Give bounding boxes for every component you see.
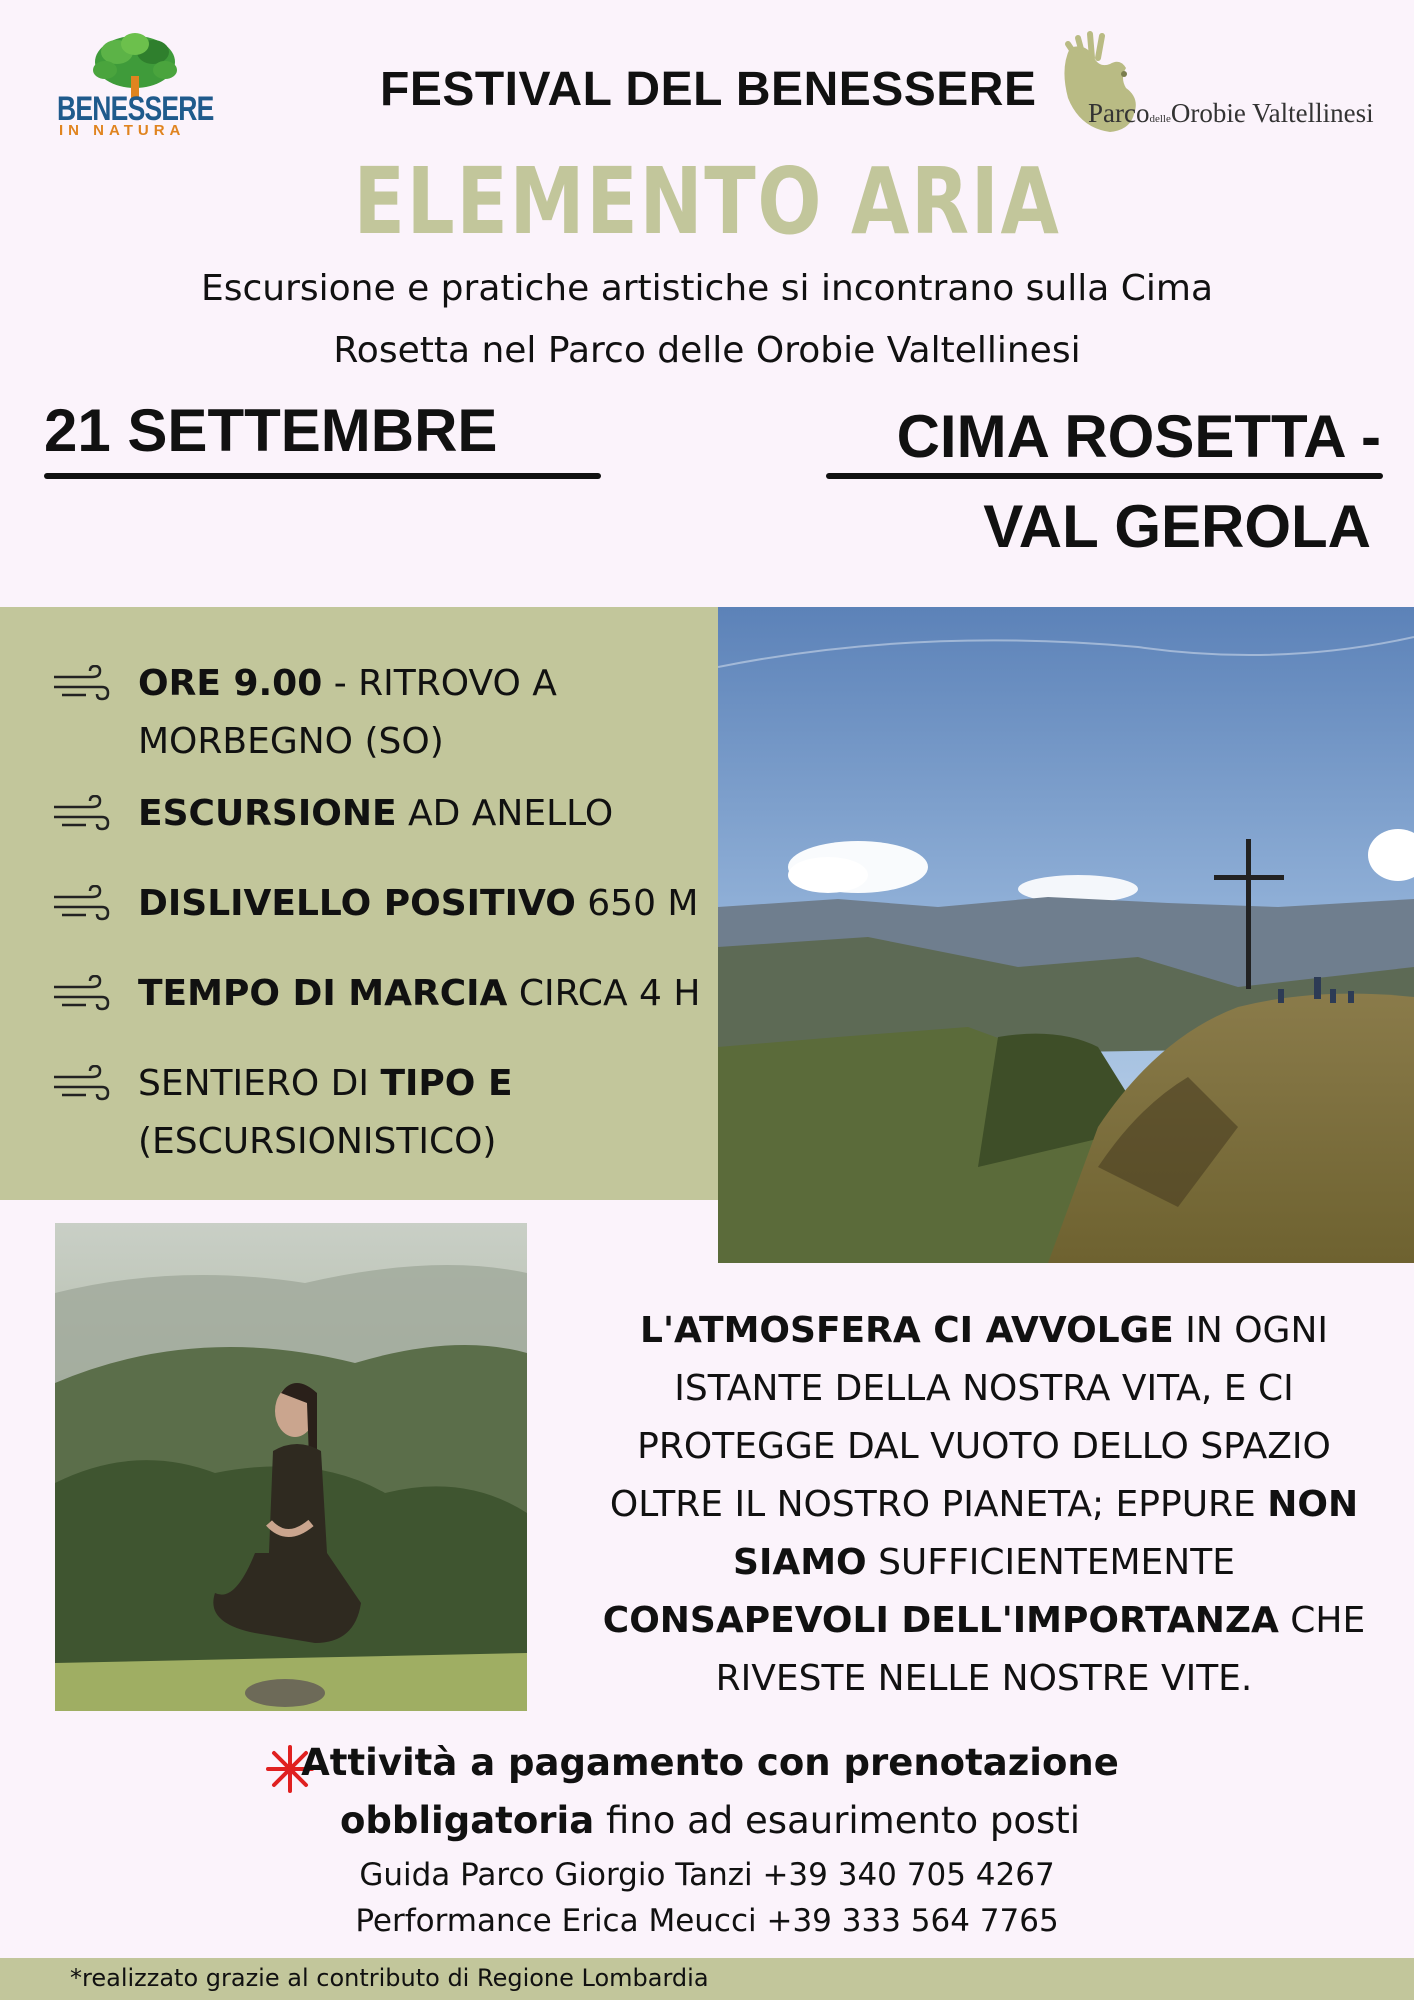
festival-title: FESTIVAL DEL BENESSERE [380, 63, 1037, 116]
event-date: 21 SETTEMBRE [44, 397, 498, 464]
event-subtitle: Escursione e pratiche artistiche si incontrano sulla Cima Rosetta nel Parco delle Orobie Valtellinesi [200, 268, 1214, 371]
wind-icon [52, 1065, 110, 1105]
woman-meditating-photo [55, 1223, 527, 1711]
contact-guide: Guida Parco Giorgio Tanzi +39 340 705 4267 [359, 1857, 1055, 1893]
info-item-meeting: ORE 9.00 - RITROVO A MORBEGNO (SO) [52, 655, 712, 775]
info-item-walking-time: TEMPO DI MARCIA CIRCA 4 H [52, 965, 712, 1025]
booking-notice: Attività a pagamento con prenotazione obbligatoria fino ad esaurimento posti [301, 1741, 1119, 1842]
event-details-panel [0, 607, 718, 1200]
parco-orobie-logo [1050, 28, 1390, 143]
footer-note: *realizzato grazie al contributo di Regione Lombardia [70, 1964, 709, 1992]
info-item-trail-type: SENTIERO DI TIPO E (ESCURSIONISTICO) [52, 1055, 712, 1175]
cima-rosetta-summit-photo [718, 607, 1414, 1263]
atmosphere-quote: L'ATMOSFERA CI AVVOLGE IN OGNI ISTANTE DELLA NOSTRA VITA, E CI PROTEGGE DAL VUOTO DELLO SPAZIO OLTRE IL NOSTRO PIANETA; EPPURE NON SIAMO SUFFICIENTEMENTE CONSAPEVOLI DELL'IMPORTANZA CHE RIVESTE NELLE NOSTRE VITE. [602, 1310, 1366, 1699]
park-name: ParcodelleOrobie Valtellinesi [1088, 98, 1374, 128]
wind-icon [52, 885, 110, 925]
info-item-elevation: DISLIVELLO POSITIVO 650 M [52, 875, 712, 935]
wind-icon [52, 975, 110, 1015]
place-underline [826, 473, 1383, 479]
event-title: ELEMENTO ARIA [353, 148, 1061, 255]
date-underline [44, 473, 601, 479]
event-place-line2: VAL GEROLA [983, 493, 1371, 560]
wind-icon [52, 665, 110, 705]
benessere-in-natura-logo [55, 30, 215, 140]
info-item-route: ESCURSIONE AD ANELLO [52, 785, 712, 845]
event-place-line1: CIMA ROSETTA - [896, 403, 1381, 470]
logo-tagline: IN NATURA [59, 122, 186, 139]
contact-performance: Performance Erica Meucci +39 333 564 7765 [355, 1903, 1059, 1939]
wind-icon [52, 795, 110, 835]
logo-wordmark: BENESSERE [57, 90, 214, 128]
